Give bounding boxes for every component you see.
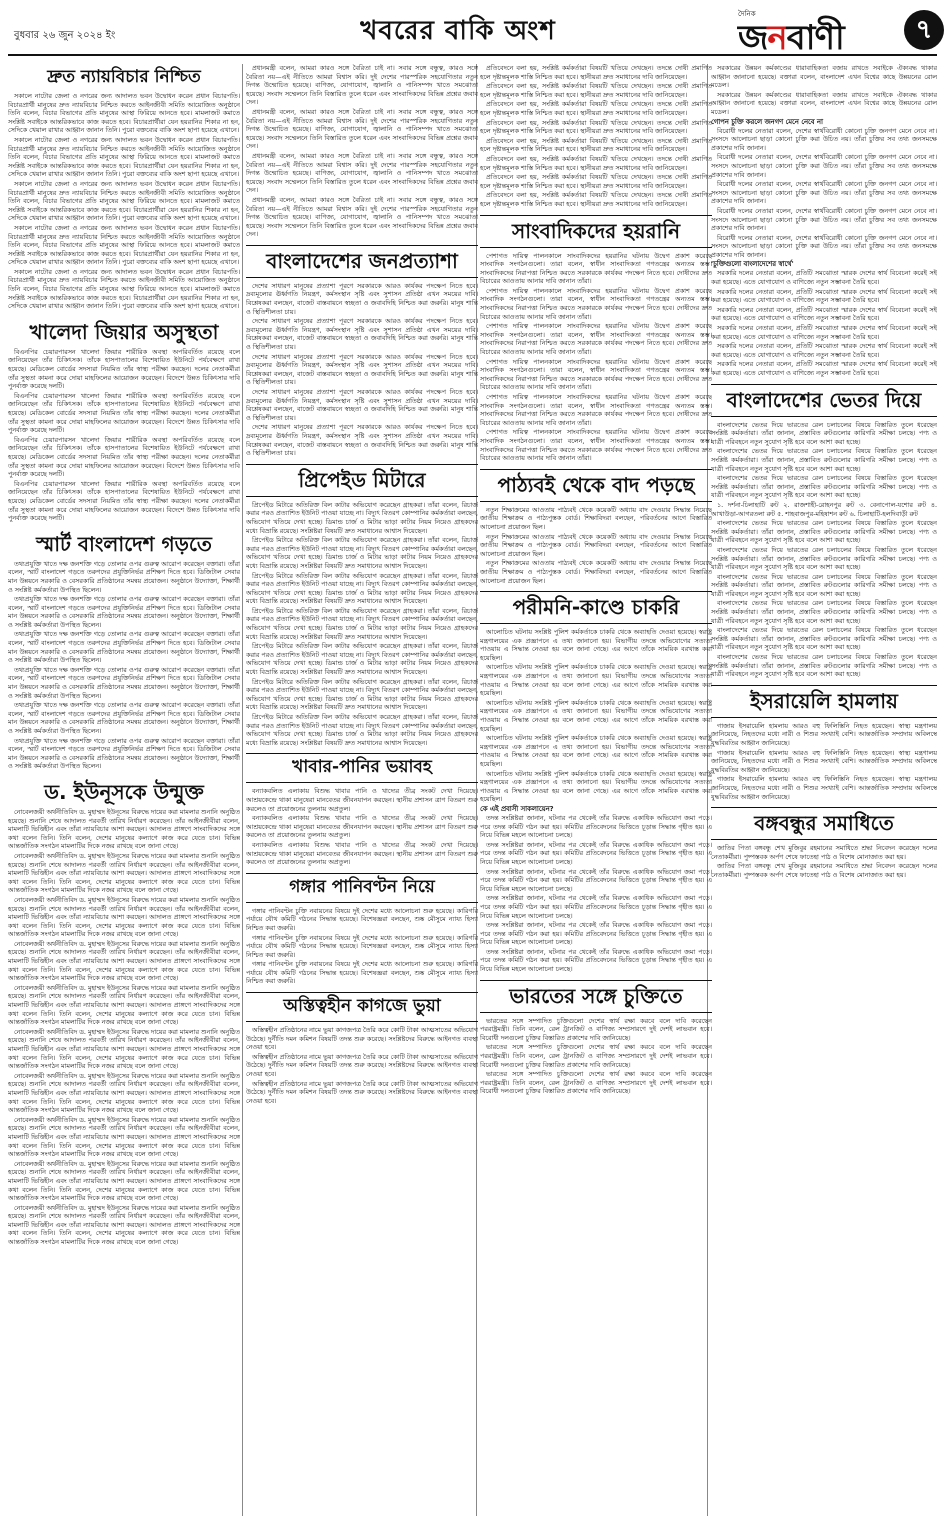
article-subhead: কে এই প্রবাসী সাকলায়েন? <box>480 804 554 813</box>
article-body: জাতির পিতা বঙ্গবন্ধু শেখ মুজিবুর রহমানের সমাধিতে শ্রদ্ধা নিবেদন করেছেন দলের নেতাকর্মীরা। পুষ্পস্তবক অর্পণ শেষে ফাতেহা পাঠ ও বিশেষ মোনাজাত করা হয়। জাতির পিতা বঙ্গবন্ধু শেখ মুজিবুর রহমানের সমাধিতে শ্রদ্ধা নিবেদন করেছেন দলের নেতাকর্মীরা। পুষ্পস্তবক অর্পণ শেষে ফাতেহা পাঠ ও বিশেষ মোনাজাত করা হয়। <box>711 844 937 879</box>
article-body: অস্তিত্বহীন প্রতিষ্ঠানের নামে ভুয়া কাগজপত্র তৈরি করে কোটি টাকা আত্মসাতের অভিযোগ উঠেছে। দুর্নীতি দমন কমিশন বিষয়টি তদন্ত শুরু করেছে। সংশ্লিষ্টদের বিরুদ্ধে আইনগত ব্যবস্থা নেওয়া হবে। অস্তিত্বহীন প্রতিষ্ঠানের নামে ভুয়া কাগজপত্র তৈরি করে কোটি টাকা আত্মসাতের অভিযোগ উঠেছে। দুর্নীতি দমন কমিশন বিষয়টি তদন্ত শুরু করেছে। সংশ্লিষ্টদের বিরুদ্ধে আইনগত ব্যবস্থা নেওয়া হবে। অস্তিত্বহীন প্রতিষ্ঠানের নামে ভুয়া কাগজপত্র তৈরি করে কোটি টাকা আত্মসাতের অভিযোগ উঠেছে। দুর্নীতি দমন কমিশন বিষয়টি তদন্ত শুরু করেছে। সংশ্লিষ্টদের বিরুদ্ধে আইনগত ব্যবস্থা নেওয়া হবে। <box>246 1026 478 1105</box>
article <box>480 64 712 209</box>
article <box>246 753 478 866</box>
article-headline: বাংলাদেশের জনপ্রত্যাশা <box>246 245 478 278</box>
article-body: পেশাগত দায়িত্ব পালনকালে সাংবাদিকদের হয়রানির ঘটনায় উদ্বেগ প্রকাশ করেছে সাংবাদিক সংগঠনগুলো। তারা বলেন, স্বাধীন সাংবাদিকতা গণতন্ত্রের অন্যতম স্তম্ভ। সাংবাদিকদের নিরাপত্তা নিশ্চিত করতে সরকারকে কার্যকর পদক্ষেপ নিতে হবে। দোষীদের দ্রুত বিচারের আওতায় আনার দাবি জানান তাঁরা। পেশাগত দায়িত্ব পালনকালে সাংবাদিকদের হয়রানির ঘটনায় উদ্বেগ প্রকাশ করেছে সাংবাদিক সংগঠনগুলো। তারা বলেন, স্বাধীন সাংবাদিকতা গণতন্ত্রের অন্যতম স্তম্ভ। সাংবাদিকদের নিরাপত্তা নিশ্চিত করতে সরকারকে কার্যকর পদক্ষেপ নিতে হবে। দোষীদের দ্রুত বিচারের আওতায় আনার দাবি জানান তাঁরা। পেশাগত দায়িত্ব পালনকালে সাংবাদিকদের হয়রানির ঘটনায় উদ্বেগ প্রকাশ করেছে সাংবাদিক সংগঠনগুলো। তারা বলেন, স্বাধীন সাংবাদিকতা গণতন্ত্রের অন্যতম স্তম্ভ। সাংবাদিকদের নিরাপত্তা নিশ্চিত করতে সরকারকে কার্যকর পদক্ষেপ নিতে হবে। দোষীদের দ্রুত বিচারের আওতায় আনার দাবি জানান তাঁরা। পেশাগত দায়িত্ব পালনকালে সাংবাদিকদের হয়রানির ঘটনায় উদ্বেগ প্রকাশ করেছে সাংবাদিক সংগঠনগুলো। তারা বলেন, স্বাধীন সাংবাদিকতা গণতন্ত্রের অন্যতম স্তম্ভ। সাংবাদিকদের নিরাপত্তা নিশ্চিত করতে সরকারকে কার্যকর পদক্ষেপ নিতে হবে। দোষীদের দ্রুত বিচারের আওতায় আনার দাবি জানান তাঁরা। পেশাগত দায়িত্ব পালনকালে সাংবাদিকদের হয়রানির ঘটনায় উদ্বেগ প্রকাশ করেছে সাংবাদিক সংগঠনগুলো। তারা বলেন, স্বাধীন সাংবাদিকতা গণতন্ত্রের অন্যতম স্তম্ভ। সাংবাদিকদের নিরাপত্তা নিশ্চিত করতে সরকারকে কার্যকর পদক্ষেপ নিতে হবে। দোষীদের দ্রুত বিচারের আওতায় আনার দাবি জানান তাঁরা। পেশাগত দায়িত্ব পালনকালে সাংবাদিকদের হয়রানির ঘটনায় উদ্বেগ প্রকাশ করেছে সাংবাদিক সংগঠনগুলো। তারা বলেন, স্বাধীন সাংবাদিকতা গণতন্ত্রের অন্যতম স্তম্ভ। সাংবাদিকদের নিরাপত্তা নিশ্চিত করতে সরকারকে কার্যকর পদক্ষেপ নিতে হবে। দোষীদের দ্রুত বিচারের আওতায় আনার দাবি জানান তাঁরা। <box>480 251 712 463</box>
route-list: ১. দর্শনা-চিলাহাটি রুট ২. রাজশাহী-রোহনপুর রুট ৩. বেনাপোল-যশোর রুট ৪. আখাউড়া-আগরতলা রুট ৫. শাহবাজপুর-মহিষাশন রুট ৬. চিলাহাটি-হলদিবাড়ী রুট <box>711 500 937 518</box>
article <box>480 215 712 463</box>
article-body: বিএনপির চেয়ারপারসন খালেদা জিয়ার শারীরিক অবস্থা অপরিবর্তিত রয়েছে বলে জানিয়েছেন তাঁর চিকিৎসক। তাঁকে হাসপাতালের বিশেষায়িত ইউনিটে পর্যবেক্ষণে রাখা হয়েছে। মেডিকেল বোর্ডের সদস্যরা নিয়মিত তাঁর স্বাস্থ্য পরীক্ষা করছেন। দলের নেতাকর্মীরা তাঁর সুস্থতা কামনা করে দোয়া মাহফিলের আয়োজন করেছেন। বিদেশে উন্নত চিকিৎসার দাবি পুনর্ব্যক্ত করেছে দলটি। বিএনপির চেয়ারপারসন খালেদা জিয়ার শারীরিক অবস্থা অপরিবর্তিত রয়েছে বলে জানিয়েছেন তাঁর চিকিৎসক। তাঁকে হাসপাতালের বিশেষায়িত ইউনিটে পর্যবেক্ষণে রাখা হয়েছে। মেডিকেল বোর্ডের সদস্যরা নিয়মিত তাঁর স্বাস্থ্য পরীক্ষা করছেন। দলের নেতাকর্মীরা তাঁর সুস্থতা কামনা করে দোয়া মাহফিলের আয়োজন করেছেন। বিদেশে উন্নত চিকিৎসার দাবি পুনর্ব্যক্ত করেছে দলটি। বিএনপির চেয়ারপারসন খালেদা জিয়ার শারীরিক অবস্থা অপরিবর্তিত রয়েছে বলে জানিয়েছেন তাঁর চিকিৎসক। তাঁকে হাসপাতালের বিশেষায়িত ইউনিটে পর্যবেক্ষণে রাখা হয়েছে। মেডিকেল বোর্ডের সদস্যরা নিয়মিত তাঁর স্বাস্থ্য পরীক্ষা করছেন। দলের নেতাকর্মীরা তাঁর সুস্থতা কামনা করে দোয়া মাহফিলের আয়োজন করেছেন। বিদেশে উন্নত চিকিৎসার দাবি পুনর্ব্যক্ত করেছে দলটি। বিএনপির চেয়ারপারসন খালেদা জিয়ার শারীরিক অবস্থা অপরিবর্তিত রয়েছে বলে জানিয়েছেন তাঁর চিকিৎসক। তাঁকে হাসপাতালের বিশেষায়িত ইউনিটে পর্যবেক্ষণে রাখা হয়েছে। মেডিকেল বোর্ডের সদস্যরা নিয়মিত তাঁর স্বাস্থ্য পরীক্ষা করছেন। দলের নেতাকর্মীরা তাঁর সুস্থতা কামনা করে দোয়া মাহফিলের আয়োজন করেছেন। বিদেশে উন্নত চিকিৎসার দাবি পুনর্ব্যক্ত করেছে দলটি। <box>8 347 240 523</box>
article-body: প্রধানমন্ত্রী বলেন, আমরা কারও সঙ্গে বৈরিতা চাই না। সবার সঙ্গে বন্ধুত্ব, কারও সঙ্গে বৈরিতা নয়—এই নীতিতে আমরা বিশ্বাস করি। দুই দেশের পারস্পরিক সহযোগিতার নতুন দিগন্ত উন্মোচিত হয়েছে। বাণিজ্য, যোগাযোগ, জ্বালানি ও পানিসম্পদ খাতে সমঝোতা হয়েছে। সংবাদ সম্মেলনে তিনি বিস্তারিত তুলে ধরেন এবং সাংবাদিকদের বিভিন্ন প্রশ্নের জবাব দেন। প্রধানমন্ত্রী বলেন, আমরা কারও সঙ্গে বৈরিতা চাই না। সবার সঙ্গে বন্ধুত্ব, কারও সঙ্গে বৈরিতা নয়—এই নীতিতে আমরা বিশ্বাস করি। দুই দেশের পারস্পরিক সহযোগিতার নতুন দিগন্ত উন্মোচিত হয়েছে। বাণিজ্য, যোগাযোগ, জ্বালানি ও পানিসম্পদ খাতে সমঝোতা হয়েছে। সংবাদ সম্মেলনে তিনি বিস্তারিত তুলে ধরেন এবং সাংবাদিকদের বিভিন্ন প্রশ্নের জবাব দেন। প্রধানমন্ত্রী বলেন, আমরা কারও সঙ্গে বৈরিতা চাই না। সবার সঙ্গে বন্ধুত্ব, কারও সঙ্গে বৈরিতা নয়—এই নীতিতে আমরা বিশ্বাস করি। দুই দেশের পারস্পরিক সহযোগিতার নতুন দিগন্ত উন্মোচিত হয়েছে। বাণিজ্য, যোগাযোগ, জ্বালানি ও পানিসম্পদ খাতে সমঝোতা হয়েছে। সংবাদ সম্মেলনে তিনি বিস্তারিত তুলে ধরেন এবং সাংবাদিকদের বিভিন্ন প্রশ্নের জবাব দেন। প্রধানমন্ত্রী বলেন, আমরা কারও সঙ্গে বৈরিতা চাই না। সবার সঙ্গে বন্ধুত্ব, কারও সঙ্গে বৈরিতা নয়—এই নীতিতে আমরা বিশ্বাস করি। দুই দেশের পারস্পরিক সহযোগিতার নতুন দিগন্ত উন্মোচিত হয়েছে। বাণিজ্য, যোগাযোগ, জ্বালানি ও পানিসম্পদ খাতে সমঝোতা হয়েছে। সংবাদ সম্মেলনে তিনি বিস্তারিত তুলে ধরেন এবং সাংবাদিকদের বিভিন্ন প্রশ্নের জবাব দেন। <box>246 64 478 239</box>
article <box>246 64 478 239</box>
article-headline: দ্রুত ন্যায়বিচার নিশ্চিত <box>47 67 201 87</box>
article-subhead: 'চুক্তিগুলো বাংলাদেশের স্বার্থে' <box>711 260 794 269</box>
column-divider <box>242 64 243 1516</box>
article-body: বাংলাদেশের ভেতর দিয়ে ভারতের রেল চলাচলের বিষয়ে বিস্তারিত তুলে ধরেছেন সংশ্লিষ্ট কর্মকর্তারা। তাঁরা জানান, প্রস্তাবিত রুটগুলোর কারিগরি সমীক্ষা চলছে। পণ্য ও যাত্রী পরিবহনে নতুন সুযোগ সৃষ্টি হবে বলে আশা করা হচ্ছে। বাংলাদেশের ভেতর দিয়ে ভারতের রেল চলাচলের বিষয়ে বিস্তারিত তুলে ধরেছেন সংশ্লিষ্ট কর্মকর্তারা। তাঁরা জানান, প্রস্তাবিত রুটগুলোর কারিগরি সমীক্ষা চলছে। পণ্য ও যাত্রী পরিবহনে নতুন সুযোগ সৃষ্টি হবে বলে আশা করা হচ্ছে। বাংলাদেশের ভেতর দিয়ে ভারতের রেল চলাচলের বিষয়ে বিস্তারিত তুলে ধরেছেন সংশ্লিষ্ট কর্মকর্তারা। তাঁরা জানান, প্রস্তাবিত রুটগুলোর কারিগরি সমীক্ষা চলছে। পণ্য ও যাত্রী পরিবহনে নতুন সুযোগ সৃষ্টি হবে বলে আশা করা হচ্ছে। ১. দর্শনা-চিলাহাটি রুট ২. রাজশাহী-রোহনপুর রুট ৩. বেনাপোল-যশোর রুট ৪. আখাউড়া-আগরতলা রুট ৫. শাহবাজপুর-মহিষাশন রুট ৬. চিলাহাটি-হলদিবাড়ী রুট বাংলাদেশের ভেতর দিয়ে ভারতের রেল চলাচলের বিষয়ে বিস্তারিত তুলে ধরেছেন সংশ্লিষ্ট কর্মকর্তারা। তাঁরা জানান, প্রস্তাবিত রুটগুলোর কারিগরি সমীক্ষা চলছে। পণ্য ও যাত্রী পরিবহনে নতুন সুযোগ সৃষ্টি হবে বলে আশা করা হচ্ছে। বাংলাদেশের ভেতর দিয়ে ভারতের রেল চলাচলের বিষয়ে বিস্তারিত তুলে ধরেছেন সংশ্লিষ্ট কর্মকর্তারা। তাঁরা জানান, প্রস্তাবিত রুটগুলোর কারিগরি সমীক্ষা চলছে। পণ্য ও যাত্রী পরিবহনে নতুন সুযোগ সৃষ্টি হবে বলে আশা করা হচ্ছে। বাংলাদেশের ভেতর দিয়ে ভারতের রেল চলাচলের বিষয়ে বিস্তারিত তুলে ধরেছেন সংশ্লিষ্ট কর্মকর্তারা। তাঁরা জানান, প্রস্তাবিত রুটগুলোর কারিগরি সমীক্ষা চলছে। পণ্য ও যাত্রী পরিবহনে নতুন সুযোগ সৃষ্টি হবে বলে আশা করা হচ্ছে। বাংলাদেশের ভেতর দিয়ে ভারতের রেল চলাচলের বিষয়ে বিস্তারিত তুলে ধরেছেন সংশ্লিষ্ট কর্মকর্তারা। তাঁরা জানান, প্রস্তাবিত রুটগুলোর কারিগরি সমীক্ষা চলছে। পণ্য ও যাত্রী পরিবহনে নতুন সুযোগ সৃষ্টি হবে বলে আশা করা হচ্ছে। বাংলাদেশের ভেতর দিয়ে ভারতের রেল চলাচলের বিষয়ে বিস্তারিত তুলে ধরেছেন সংশ্লিষ্ট কর্মকর্তারা। তাঁরা জানান, প্রস্তাবিত রুটগুলোর কারিগরি সমীক্ষা চলছে। পণ্য ও যাত্রী পরিবহনে নতুন সুযোগ সৃষ্টি হবে বলে আশা করা হচ্ছে। বাংলাদেশের ভেতর দিয়ে ভারতের রেল চলাচলের বিষয়ে বিস্তারিত তুলে ধরেছেন সংশ্লিষ্ট কর্মকর্তারা। তাঁরা জানান, প্রস্তাবিত রুটগুলোর কারিগরি সমীক্ষা চলছে। পণ্য ও যাত্রী পরিবহনে নতুন সুযোগ সৃষ্টি হবে বলে আশা করা হচ্ছে। <box>711 420 937 679</box>
article-headline: খালেদা জিয়ার অসুস্থতা <box>29 319 219 344</box>
article-body: নোবেলজয়ী অর্থনীতিবিদ ড. মুহাম্মদ ইউনূসের বিরুদ্ধে দায়ের করা মামলার শুনানি অনুষ্ঠিত হয়েছে। শুনানি শেষে আদালত পরবর্তী তারিখ নির্ধারণ করেছেন। তাঁর আইনজীবীরা বলেন, মামলাটি ভিত্তিহীন এবং তাঁরা ন্যায়বিচার আশা করছেন। আদালত প্রাঙ্গণে সাংবাদিকদের সঙ্গে কথা বলেন তিনি। তিনি বলেন, দেশের মানুষের কল্যাণে কাজ করে যেতে চান। বিভিন্ন আন্তর্জাতিক সংগঠন মামলাটির দিকে নজর রাখছে বলে জানা গেছে। নোবেলজয়ী অর্থনীতিবিদ ড. মুহাম্মদ ইউনূসের বিরুদ্ধে দায়ের করা মামলার শুনানি অনুষ্ঠিত হয়েছে। শুনানি শেষে আদালত পরবর্তী তারিখ নির্ধারণ করেছেন। তাঁর আইনজীবীরা বলেন, মামলাটি ভিত্তিহীন এবং তাঁরা ন্যায়বিচার আশা করছেন। আদালত প্রাঙ্গণে সাংবাদিকদের সঙ্গে কথা বলেন তিনি। তিনি বলেন, দেশের মানুষের কল্যাণে কাজ করে যেতে চান। বিভিন্ন আন্তর্জাতিক সংগঠন মামলাটির দিকে নজর রাখছে বলে জানা গেছে। নোবেলজয়ী অর্থনীতিবিদ ড. মুহাম্মদ ইউনূসের বিরুদ্ধে দায়ের করা মামলার শুনানি অনুষ্ঠিত হয়েছে। শুনানি শেষে আদালত পরবর্তী তারিখ নির্ধারণ করেছেন। তাঁর আইনজীবীরা বলেন, মামলাটি ভিত্তিহীন এবং তাঁরা ন্যায়বিচার আশা করছেন। আদালত প্রাঙ্গণে সাংবাদিকদের সঙ্গে কথা বলেন তিনি। তিনি বলেন, দেশের মানুষের কল্যাণে কাজ করে যেতে চান। বিভিন্ন আন্তর্জাতিক সংগঠন মামলাটির দিকে নজর রাখছে বলে জানা গেছে। নোবেলজয়ী অর্থনীতিবিদ ড. মুহাম্মদ ইউনূসের বিরুদ্ধে দায়ের করা মামলার শুনানি অনুষ্ঠিত হয়েছে। শুনানি শেষে আদালত পরবর্তী তারিখ নির্ধারণ করেছেন। তাঁর আইনজীবীরা বলেন, মামলাটি ভিত্তিহীন এবং তাঁরা ন্যায়বিচার আশা করছেন। আদালত প্রাঙ্গণে সাংবাদিকদের সঙ্গে কথা বলেন তিনি। তিনি বলেন, দেশের মানুষের কল্যাণে কাজ করে যেতে চান। বিভিন্ন আন্তর্জাতিক সংগঠন মামলাটির দিকে নজর রাখছে বলে জানা গেছে। নোবেলজয়ী অর্থনীতিবিদ ড. মুহাম্মদ ইউনূসের বিরুদ্ধে দায়ের করা মামলার শুনানি অনুষ্ঠিত হয়েছে। শুনানি শেষে আদালত পরবর্তী তারিখ নির্ধারণ করেছেন। তাঁর আইনজীবীরা বলেন, মামলাটি ভিত্তিহীন এবং তাঁরা ন্যায়বিচার আশা করছেন। আদালত প্রাঙ্গণে সাংবাদিকদের সঙ্গে কথা বলেন তিনি। তিনি বলেন, দেশের মানুষের কল্যাণে কাজ করে যেতে চান। বিভিন্ন আন্তর্জাতিক সংগঠন মামলাটির দিকে নজর রাখছে বলে জানা গেছে। নোবেলজয়ী অর্থনীতিবিদ ড. মুহাম্মদ ইউনূসের বিরুদ্ধে দায়ের করা মামলার শুনানি অনুষ্ঠিত হয়েছে। শুনানি শেষে আদালত পরবর্তী তারিখ নির্ধারণ করেছেন। তাঁর আইনজীবীরা বলেন, মামলাটি ভিত্তিহীন এবং তাঁরা ন্যায়বিচার আশা করছেন। আদালত প্রাঙ্গণে সাংবাদিকদের সঙ্গে কথা বলেন তিনি। তিনি বলেন, দেশের মানুষের কল্যাণে কাজ করে যেতে চান। বিভিন্ন আন্তর্জাতিক সংগঠন মামলাটির দিকে নজর রাখছে বলে জানা গেছে। নোবেলজয়ী অর্থনীতিবিদ ড. মুহাম্মদ ইউনূসের বিরুদ্ধে দায়ের করা মামলার শুনানি অনুষ্ঠিত হয়েছে। শুনানি শেষে আদালত পরবর্তী তারিখ নির্ধারণ করেছেন। তাঁর আইনজীবীরা বলেন, মামলাটি ভিত্তিহীন এবং তাঁরা ন্যায়বিচার আশা করছেন। আদালত প্রাঙ্গণে সাংবাদিকদের সঙ্গে কথা বলেন তিনি। তিনি বলেন, দেশের মানুষের কল্যাণে কাজ করে যেতে চান। বিভিন্ন আন্তর্জাতিক সংগঠন মামলাটির দিকে নজর রাখছে বলে জানা গেছে। নোবেলজয়ী অর্থনীতিবিদ ড. মুহাম্মদ ইউনূসের বিরুদ্ধে দায়ের করা মামলার শুনানি অনুষ্ঠিত হয়েছে। শুনানি শেষে আদালত পরবর্তী তারিখ নির্ধারণ করেছেন। তাঁর আইনজীবীরা বলেন, মামলাটি ভিত্তিহীন এবং তাঁরা ন্যায়বিচার আশা করছেন। আদালত প্রাঙ্গণে সাংবাদিকদের সঙ্গে কথা বলেন তিনি। তিনি বলেন, দেশের মানুষের কল্যাণে কাজ করে যেতে চান। বিভিন্ন আন্তর্জাতিক সংগঠন মামলাটির দিকে নজর রাখছে বলে জানা গেছে। নোবেলজয়ী অর্থনীতিবিদ ড. মুহাম্মদ ইউনূসের বিরুদ্ধে দায়ের করা মামলার শুনানি অনুষ্ঠিত হয়েছে। শুনানি শেষে আদালত পরবর্তী তারিখ নির্ধারণ করেছেন। তাঁর আইনজীবীরা বলেন, মামলাটি ভিত্তিহীন এবং তাঁরা ন্যায়বিচার আশা করছেন। আদালত প্রাঙ্গণে সাংবাদিকদের সঙ্গে কথা বলেন তিনি। তিনি বলেন, দেশের মানুষের কল্যাণে কাজ করে যেতে চান। বিভিন্ন আন্তর্জাতিক সংগঠন মামলাটির দিকে নজর রাখছে বলে জানা গেছে। নোবেলজয়ী অর্থনীতিবিদ ড. মুহাম্মদ ইউনূসের বিরুদ্ধে দায়ের করা মামলার শুনানি অনুষ্ঠিত হয়েছে। শুনানি শেষে আদালত পরবর্তী তারিখ নির্ধারণ করেছেন। তাঁর আইনজীবীরা বলেন, মামলাটি ভিত্তিহীন এবং তাঁরা ন্যায়বিচার আশা করছেন। আদালত প্রাঙ্গণে সাংবাদিকদের সঙ্গে কথা বলেন তিনি। তিনি বলেন, দেশের মানুষের কল্যাণে কাজ করে যেতে চান। বিভিন্ন আন্তর্জাতিক সংগঠন মামলাটির দিকে নজর রাখছে বলে জানা গেছে। <box>8 807 240 1247</box>
article-headline: ভারতের সঙ্গে চুক্তিতে <box>480 980 712 1013</box>
article-headline: অস্তিত্বহীন কাগজে ভুয়া <box>246 992 478 1022</box>
article <box>8 529 240 771</box>
article <box>711 807 937 879</box>
column-4 <box>711 64 937 1516</box>
article <box>480 980 712 1096</box>
article <box>8 317 240 523</box>
article <box>480 469 712 585</box>
article-body: সরকারের উন্নয়ন কর্মকাণ্ডের ধারাবাহিকতা বজায় রাখতে সবাইকে ঐক্যবদ্ধ থাকার আহ্বান জানানো হয়েছে। বক্তারা বলেন, বাংলাদেশ এখন বিশ্বের কাছে উন্নয়নের রোল মডেল। সরকারের উন্নয়ন কর্মকাণ্ডের ধারাবাহিকতা বজায় রাখতে সবাইকে ঐক্যবদ্ধ থাকার আহ্বান জানানো হয়েছে। বক্তারা বলেন, বাংলাদেশ এখন বিশ্বের কাছে উন্নয়নের রোল মডেল। গোপন চুক্তি করলে জনগণ মেনে নেবে না বিরোধী দলের নেতারা বলেন, দেশের স্বার্থবিরোধী কোনো চুক্তি জনগণ মেনে নেবে না। সংসদে আলোচনা ছাড়া কোনো চুক্তি করা উচিত নয়। তাঁরা চুক্তির সব তথ্য জনসমক্ষে প্রকাশের দাবি জানান। বিরোধী দলের নেতারা বলেন, দেশের স্বার্থবিরোধী কোনো চুক্তি জনগণ মেনে নেবে না। সংসদে আলোচনা ছাড়া কোনো চুক্তি করা উচিত নয়। তাঁরা চুক্তির সব তথ্য জনসমক্ষে প্রকাশের দাবি জানান। বিরোধী দলের নেতারা বলেন, দেশের স্বার্থবিরোধী কোনো চুক্তি জনগণ মেনে নেবে না। সংসদে আলোচনা ছাড়া কোনো চুক্তি করা উচিত নয়। তাঁরা চুক্তির সব তথ্য জনসমক্ষে প্রকাশের দাবি জানান। বিরোধী দলের নেতারা বলেন, দেশের স্বার্থবিরোধী কোনো চুক্তি জনগণ মেনে নেবে না। সংসদে আলোচনা ছাড়া কোনো চুক্তি করা উচিত নয়। তাঁরা চুক্তির সব তথ্য জনসমক্ষে প্রকাশের দাবি জানান। বিরোধী দলের নেতারা বলেন, দেশের স্বার্থবিরোধী কোনো চুক্তি জনগণ মেনে নেবে না। সংসদে আলোচনা ছাড়া কোনো চুক্তি করা উচিত নয়। তাঁরা চুক্তির সব তথ্য জনসমক্ষে প্রকাশের দাবি জানান। 'চুক্তিগুলো বাংলাদেশের স্বার্থে' সরকারি দলের নেতারা বলেন, প্রতিটি সমঝোতা স্মারক দেশের স্বার্থ বিবেচনা করেই সই করা হয়েছে। এতে যোগাযোগ ও বাণিজ্যে নতুন সম্ভাবনা তৈরি হবে। সরকারি দলের নেতারা বলেন, প্রতিটি সমঝোতা স্মারক দেশের স্বার্থ বিবেচনা করেই সই করা হয়েছে। এতে যোগাযোগ ও বাণিজ্যে নতুন সম্ভাবনা তৈরি হবে। সরকারি দলের নেতারা বলেন, প্রতিটি সমঝোতা স্মারক দেশের স্বার্থ বিবেচনা করেই সই করা হয়েছে। এতে যোগাযোগ ও বাণিজ্যে নতুন সম্ভাবনা তৈরি হবে। সরকারি দলের নেতারা বলেন, প্রতিটি সমঝোতা স্মারক দেশের স্বার্থ বিবেচনা করেই সই করা হয়েছে। এতে যোগাযোগ ও বাণিজ্যে নতুন সম্ভাবনা তৈরি হবে। সরকারি দলের নেতারা বলেন, প্রতিটি সমঝোতা স্মারক দেশের স্বার্থ বিবেচনা করেই সই করা হয়েছে। এতে যোগাযোগ ও বাণিজ্যে নতুন সম্ভাবনা তৈরি হবে। সরকারি দলের নেতারা বলেন, প্রতিটি সমঝোতা স্মারক দেশের স্বার্থ বিবেচনা করেই সই করা হয়েছে। এতে যোগাযোগ ও বাণিজ্যে নতুন সম্ভাবনা তৈরি হবে। <box>711 64 937 377</box>
page-number-badge: ৭ <box>904 10 944 50</box>
article <box>711 384 937 679</box>
article-body: নতুন শিক্ষাক্রমের আওতায় পাঠ্যবই থেকে কয়েকটি অধ্যায় বাদ দেওয়ার সিদ্ধান্ত নিয়েছে জাতীয় শিক্ষাক্রম ও পাঠ্যপুস্তক বোর্ড। শিক্ষাবিদরা বলছেন, পরিবর্তনের আগে বিস্তারিত আলোচনা প্রয়োজন ছিল। নতুন শিক্ষাক্রমের আওতায় পাঠ্যবই থেকে কয়েকটি অধ্যায় বাদ দেওয়ার সিদ্ধান্ত নিয়েছে জাতীয় শিক্ষাক্রম ও পাঠ্যপুস্তক বোর্ড। শিক্ষাবিদরা বলছেন, পরিবর্তনের আগে বিস্তারিত আলোচনা প্রয়োজন ছিল। নতুন শিক্ষাক্রমের আওতায় পাঠ্যবই থেকে কয়েকটি অধ্যায় বাদ দেওয়ার সিদ্ধান্ত নিয়েছে জাতীয় শিক্ষাক্রম ও পাঠ্যপুস্তক বোর্ড। শিক্ষাবিদরা বলছেন, পরিবর্তনের আগে বিস্তারিত আলোচনা প্রয়োজন ছিল। <box>480 505 712 585</box>
article-body: বন্যাকবলিত এলাকায় বিশুদ্ধ খাবার পানি ও খাদ্যের তীব্র সংকট দেখা দিয়েছে। আশ্রয়কেন্দ্রে থাকা মানুষেরা মানবেতর জীবনযাপন করছেন। স্থানীয় প্রশাসন ত্রাণ বিতরণ শুরু করলেও তা প্রয়োজনের তুলনায় অপ্রতুল। বন্যাকবলিত এলাকায় বিশুদ্ধ খাবার পানি ও খাদ্যের তীব্র সংকট দেখা দিয়েছে। আশ্রয়কেন্দ্রে থাকা মানুষেরা মানবেতর জীবনযাপন করছেন। স্থানীয় প্রশাসন ত্রাণ বিতরণ শুরু করলেও তা প্রয়োজনের তুলনায় অপ্রতুল। বন্যাকবলিত এলাকায় বিশুদ্ধ খাবার পানি ও খাদ্যের তীব্র সংকট দেখা দিয়েছে। আশ্রয়কেন্দ্রে থাকা মানুষেরা মানবেতর জীবনযাপন করছেন। স্থানীয় প্রশাসন ত্রাণ বিতরণ শুরু করলেও তা প্রয়োজনের তুলনায় অপ্রতুল। <box>246 787 478 867</box>
column-2 <box>246 64 478 1516</box>
article-body: প্রিপেইড মিটারে অতিরিক্ত বিল কাটার অভিযোগ করেছেন গ্রাহকরা। তাঁরা বলেন, রিচার্জ করার পরও প্রত্যাশিত ইউনিট পাওয়া যাচ্ছে না। বিদ্যুৎ বিতরণ কোম্পানির কর্মকর্তারা বলছেন, অভিযোগ খতিয়ে দেখা হচ্ছে। ডিমান্ড চার্জ ও মিটার ভাড়া কাটার নিয়ম নিয়েও গ্রাহকদের মধ্যে বিভ্রান্তি রয়েছে। সংশ্লিষ্টরা বিষয়টি দ্রুত সমাধানের আশ্বাস দিয়েছেন। প্রিপেইড মিটারে অতিরিক্ত বিল কাটার অভিযোগ করেছেন গ্রাহকরা। তাঁরা বলেন, রিচার্জ করার পরও প্রত্যাশিত ইউনিট পাওয়া যাচ্ছে না। বিদ্যুৎ বিতরণ কোম্পানির কর্মকর্তারা বলছেন, অভিযোগ খতিয়ে দেখা হচ্ছে। ডিমান্ড চার্জ ও মিটার ভাড়া কাটার নিয়ম নিয়েও গ্রাহকদের মধ্যে বিভ্রান্তি রয়েছে। সংশ্লিষ্টরা বিষয়টি দ্রুত সমাধানের আশ্বাস দিয়েছেন। প্রিপেইড মিটারে অতিরিক্ত বিল কাটার অভিযোগ করেছেন গ্রাহকরা। তাঁরা বলেন, রিচার্জ করার পরও প্রত্যাশিত ইউনিট পাওয়া যাচ্ছে না। বিদ্যুৎ বিতরণ কোম্পানির কর্মকর্তারা বলছেন, অভিযোগ খতিয়ে দেখা হচ্ছে। ডিমান্ড চার্জ ও মিটার ভাড়া কাটার নিয়ম নিয়েও গ্রাহকদের মধ্যে বিভ্রান্তি রয়েছে। সংশ্লিষ্টরা বিষয়টি দ্রুত সমাধানের আশ্বাস দিয়েছেন। প্রিপেইড মিটারে অতিরিক্ত বিল কাটার অভিযোগ করেছেন গ্রাহকরা। তাঁরা বলেন, রিচার্জ করার পরও প্রত্যাশিত ইউনিট পাওয়া যাচ্ছে না। বিদ্যুৎ বিতরণ কোম্পানির কর্মকর্তারা বলছেন, অভিযোগ খতিয়ে দেখা হচ্ছে। ডিমান্ড চার্জ ও মিটার ভাড়া কাটার নিয়ম নিয়েও গ্রাহকদের মধ্যে বিভ্রান্তি রয়েছে। সংশ্লিষ্টরা বিষয়টি দ্রুত সমাধানের আশ্বাস দিয়েছেন। প্রিপেইড মিটারে অতিরিক্ত বিল কাটার অভিযোগ করেছেন গ্রাহকরা। তাঁরা বলেন, রিচার্জ করার পরও প্রত্যাশিত ইউনিট পাওয়া যাচ্ছে না। বিদ্যুৎ বিতরণ কোম্পানির কর্মকর্তারা বলছেন, অভিযোগ খতিয়ে দেখা হচ্ছে। ডিমান্ড চার্জ ও মিটার ভাড়া কাটার নিয়ম নিয়েও গ্রাহকদের মধ্যে বিভ্রান্তি রয়েছে। সংশ্লিষ্টরা বিষয়টি দ্রুত সমাধানের আশ্বাস দিয়েছেন। প্রিপেইড মিটারে অতিরিক্ত বিল কাটার অভিযোগ করেছেন গ্রাহকরা। তাঁরা বলেন, রিচার্জ করার পরও প্রত্যাশিত ইউনিট পাওয়া যাচ্ছে না। বিদ্যুৎ বিতরণ কোম্পানির কর্মকর্তারা বলছেন, অভিযোগ খতিয়ে দেখা হচ্ছে। ডিমান্ড চার্জ ও মিটার ভাড়া কাটার নিয়ম নিয়েও গ্রাহকদের মধ্যে বিভ্রান্তি রয়েছে। সংশ্লিষ্টরা বিষয়টি দ্রুত সমাধানের আশ্বাস দিয়েছেন। প্রিপেইড মিটারে অতিরিক্ত বিল কাটার অভিযোগ করেছেন গ্রাহকরা। তাঁরা বলেন, রিচার্জ করার পরও প্রত্যাশিত ইউনিট পাওয়া যাচ্ছে না। বিদ্যুৎ বিতরণ কোম্পানির কর্মকর্তারা বলছেন, অভিযোগ খতিয়ে দেখা হচ্ছে। ডিমান্ড চার্জ ও মিটার ভাড়া কাটার নিয়ম নিয়েও গ্রাহকদের মধ্যে বিভ্রান্তি রয়েছে। সংশ্লিষ্টরা বিষয়টি দ্রুত সমাধানের আশ্বাস দিয়েছেন। <box>246 500 478 747</box>
column-3 <box>480 64 712 1516</box>
article-body: সকালে নাটোর জেলা ও নগরের জন্য আদালত ভবন উদ্বোধন করেন প্রধান বিচারপতি। বিচারপ্রার্থী মানুষের দ্রুত ন্যায়বিচার নিশ্চিত করতে আইনজীবী সমিতি আয়োজিত অনুষ্ঠানে তিনি বলেন, বিচার বিভাগের প্রতি মানুষের আস্থা ফিরিয়ে আনতে হবে। মামলাজট কমাতে সংশ্লিষ্ট সবাইকে আন্তরিকভাবে কাজ করতে হবে। বিচারপ্রার্থীরা যেন হয়রানির শিকার না হন, সেদিকে খেয়াল রাখার আহ্বান জানান তিনি। পুরো বক্তব্যের বাকি অংশ ছাপা হয়েছে এখানে। সকালে নাটোর জেলা ও নগরের জন্য আদালত ভবন উদ্বোধন করেন প্রধান বিচারপতি। বিচারপ্রার্থী মানুষের দ্রুত ন্যায়বিচার নিশ্চিত করতে আইনজীবী সমিতি আয়োজিত অনুষ্ঠানে তিনি বলেন, বিচার বিভাগের প্রতি মানুষের আস্থা ফিরিয়ে আনতে হবে। মামলাজট কমাতে সংশ্লিষ্ট সবাইকে আন্তরিকভাবে কাজ করতে হবে। বিচারপ্রার্থীরা যেন হয়রানির শিকার না হন, সেদিকে খেয়াল রাখার আহ্বান জানান তিনি। পুরো বক্তব্যের বাকি অংশ ছাপা হয়েছে এখানে। সকালে নাটোর জেলা ও নগরের জন্য আদালত ভবন উদ্বোধন করেন প্রধান বিচারপতি। বিচারপ্রার্থী মানুষের দ্রুত ন্যায়বিচার নিশ্চিত করতে আইনজীবী সমিতি আয়োজিত অনুষ্ঠানে তিনি বলেন, বিচার বিভাগের প্রতি মানুষের আস্থা ফিরিয়ে আনতে হবে। মামলাজট কমাতে সংশ্লিষ্ট সবাইকে আন্তরিকভাবে কাজ করতে হবে। বিচারপ্রার্থীরা যেন হয়রানির শিকার না হন, সেদিকে খেয়াল রাখার আহ্বান জানান তিনি। পুরো বক্তব্যের বাকি অংশ ছাপা হয়েছে এখানে। সকালে নাটোর জেলা ও নগরের জন্য আদালত ভবন উদ্বোধন করেন প্রধান বিচারপতি। বিচারপ্রার্থী মানুষের দ্রুত ন্যায়বিচার নিশ্চিত করতে আইনজীবী সমিতি আয়োজিত অনুষ্ঠানে তিনি বলেন, বিচার বিভাগের প্রতি মানুষের আস্থা ফিরিয়ে আনতে হবে। মামলাজট কমাতে সংশ্লিষ্ট সবাইকে আন্তরিকভাবে কাজ করতে হবে। বিচারপ্রার্থীরা যেন হয়রানির শিকার না হন, সেদিকে খেয়াল রাখার আহ্বান জানান তিনি। পুরো বক্তব্যের বাকি অংশ ছাপা হয়েছে এখানে। সকালে নাটোর জেলা ও নগরের জন্য আদালত ভবন উদ্বোধন করেন প্রধান বিচারপতি। বিচারপ্রার্থী মানুষের দ্রুত ন্যায়বিচার নিশ্চিত করতে আইনজীবী সমিতি আয়োজিত অনুষ্ঠানে তিনি বলেন, বিচার বিভাগের প্রতি মানুষের আস্থা ফিরিয়ে আনতে হবে। মামলাজট কমাতে সংশ্লিষ্ট সবাইকে আন্তরিকভাবে কাজ করতে হবে। বিচারপ্রার্থীরা যেন হয়রানির শিকার না হন, সেদিকে খেয়াল রাখার আহ্বান জানান তিনি। পুরো বক্তব্যের বাকি অংশ ছাপা হয়েছে এখানে। <box>8 92 240 311</box>
article-body: ভারতের সঙ্গে সম্পাদিত চুক্তিগুলো দেশের স্বার্থ রক্ষা করবে বলে দাবি করেছেন পররাষ্ট্রমন্ত্রী। তিনি বলেন, রেল ট্রানজিট ও বাণিজ্য সম্প্রসারণে দুই দেশই লাভবান হবে। বিরোধী দলগুলো চুক্তির বিস্তারিত প্রকাশের দাবি জানিয়েছে। ভারতের সঙ্গে সম্পাদিত চুক্তিগুলো দেশের স্বার্থ রক্ষা করবে বলে দাবি করেছেন পররাষ্ট্রমন্ত্রী। তিনি বলেন, রেল ট্রানজিট ও বাণিজ্য সম্প্রসারণে দুই দেশই লাভবান হবে। বিরোধী দলগুলো চুক্তির বিস্তারিত প্রকাশের দাবি জানিয়েছে। ভারতের সঙ্গে সম্পাদিত চুক্তিগুলো দেশের স্বার্থ রক্ষা করবে বলে দাবি করেছেন পররাষ্ট্রমন্ত্রী। তিনি বলেন, রেল ট্রানজিট ও বাণিজ্য সম্প্রসারণে দুই দেশই লাভবান হবে। বিরোধী দলগুলো চুক্তির বিস্তারিত প্রকাশের দাবি জানিয়েছে। <box>480 1016 712 1096</box>
article-subhead: গোপন চুক্তি করলে জনগণ মেনে নেবে না <box>711 117 823 126</box>
article-headline: সাংবাদিকদের হয়রানি <box>480 215 712 248</box>
article <box>8 64 240 311</box>
article-headline: প্রিপেইড মিটারে <box>246 464 478 497</box>
article-headline: স্মার্ট বাংলাদেশ গড়তে <box>36 531 212 556</box>
article-headline: গঙ্গার পানিবণ্টন নিয়ে <box>246 873 478 903</box>
article-headline: খাবার-পানির ভয়াবহ <box>246 753 478 783</box>
article-body: গঙ্গার পানিবণ্টন চুক্তি নবায়নের বিষয়ে দুই দেশের মধ্যে আলোচনা শুরু হয়েছে। কারিগরি পর্যায়ে যৌথ কমিটি গঠনের সিদ্ধান্ত হয়েছে। বিশেষজ্ঞরা বলছেন, শুষ্ক মৌসুমে ন্যায্য হিস্যা নিশ্চিত করা জরুরি। গঙ্গার পানিবণ্টন চুক্তি নবায়নের বিষয়ে দুই দেশের মধ্যে আলোচনা শুরু হয়েছে। কারিগরি পর্যায়ে যৌথ কমিটি গঠনের সিদ্ধান্ত হয়েছে। বিশেষজ্ঞরা বলছেন, শুষ্ক মৌসুমে ন্যায্য হিস্যা নিশ্চিত করা জরুরি। গঙ্গার পানিবণ্টন চুক্তি নবায়নের বিষয়ে দুই দেশের মধ্যে আলোচনা শুরু হয়েছে। কারিগরি পর্যায়ে যৌথ কমিটি গঠনের সিদ্ধান্ত হয়েছে। বিশেষজ্ঞরা বলছেন, শুষ্ক মৌসুমে ন্যায্য হিস্যা নিশ্চিত করা জরুরি। <box>246 906 478 986</box>
publication-date: বুধবার ২৬ জুন ২০২৪ ইং <box>14 30 116 41</box>
page-header <box>8 6 937 56</box>
column-1 <box>8 64 240 1516</box>
article-body: গাজায় ইসরায়েলি হামলায় আরও বহু ফিলিস্তিনি নিহত হয়েছেন। স্বাস্থ্য মন্ত্রণালয় জানিয়েছে, নিহতদের মধ্যে নারী ও শিশুর সংখ্যাই বেশি। আন্তর্জাতিক সম্প্রদায় অবিলম্বে যুদ্ধবিরতির আহ্বান জানিয়েছে। গাজায় ইসরায়েলি হামলায় আরও বহু ফিলিস্তিনি নিহত হয়েছেন। স্বাস্থ্য মন্ত্রণালয় জানিয়েছে, নিহতদের মধ্যে নারী ও শিশুর সংখ্যাই বেশি। আন্তর্জাতিক সম্প্রদায় অবিলম্বে যুদ্ধবিরতির আহ্বান জানিয়েছে। গাজায় ইসরায়েলি হামলায় আরও বহু ফিলিস্তিনি নিহত হয়েছেন। স্বাস্থ্য মন্ত্রণালয় জানিয়েছে, নিহতদের মধ্যে নারী ও শিশুর সংখ্যাই বেশি। আন্তর্জাতিক সম্প্রদায় অবিলম্বে যুদ্ধবিরতির আহ্বান জানিয়েছে। <box>711 721 937 801</box>
article <box>246 245 478 458</box>
article <box>480 591 712 974</box>
article-headline: পাঠ্যবই থেকে বাদ পড়ছে <box>480 469 712 502</box>
article-body: তথ্যপ্রযুক্তি খাতে দক্ষ জনশক্তি গড়ে তোলার ওপর গুরুত্ব আরোপ করেছেন বক্তারা। তাঁরা বলেন, স্মার্ট বাংলাদেশ গড়তে তরুণদের প্রযুক্তিনির্ভর প্রশিক্ষণ দিতে হবে। ডিজিটাল সেবার মান উন্নয়নে সরকারি ও বেসরকারি প্রতিষ্ঠানের সমন্বয় প্রয়োজন। অনুষ্ঠানে উদ্যোক্তা, শিক্ষার্থী ও সংশ্লিষ্ট কর্মকর্তারা উপস্থিত ছিলেন। তথ্যপ্রযুক্তি খাতে দক্ষ জনশক্তি গড়ে তোলার ওপর গুরুত্ব আরোপ করেছেন বক্তারা। তাঁরা বলেন, স্মার্ট বাংলাদেশ গড়তে তরুণদের প্রযুক্তিনির্ভর প্রশিক্ষণ দিতে হবে। ডিজিটাল সেবার মান উন্নয়নে সরকারি ও বেসরকারি প্রতিষ্ঠানের সমন্বয় প্রয়োজন। অনুষ্ঠানে উদ্যোক্তা, শিক্ষার্থী ও সংশ্লিষ্ট কর্মকর্তারা উপস্থিত ছিলেন। তথ্যপ্রযুক্তি খাতে দক্ষ জনশক্তি গড়ে তোলার ওপর গুরুত্ব আরোপ করেছেন বক্তারা। তাঁরা বলেন, স্মার্ট বাংলাদেশ গড়তে তরুণদের প্রযুক্তিনির্ভর প্রশিক্ষণ দিতে হবে। ডিজিটাল সেবার মান উন্নয়নে সরকারি ও বেসরকারি প্রতিষ্ঠানের সমন্বয় প্রয়োজন। অনুষ্ঠানে উদ্যোক্তা, শিক্ষার্থী ও সংশ্লিষ্ট কর্মকর্তারা উপস্থিত ছিলেন। তথ্যপ্রযুক্তি খাতে দক্ষ জনশক্তি গড়ে তোলার ওপর গুরুত্ব আরোপ করেছেন বক্তারা। তাঁরা বলেন, স্মার্ট বাংলাদেশ গড়তে তরুণদের প্রযুক্তিনির্ভর প্রশিক্ষণ দিতে হবে। ডিজিটাল সেবার মান উন্নয়নে সরকারি ও বেসরকারি প্রতিষ্ঠানের সমন্বয় প্রয়োজন। অনুষ্ঠানে উদ্যোক্তা, শিক্ষার্থী ও সংশ্লিষ্ট কর্মকর্তারা উপস্থিত ছিলেন। তথ্যপ্রযুক্তি খাতে দক্ষ জনশক্তি গড়ে তোলার ওপর গুরুত্ব আরোপ করেছেন বক্তারা। তাঁরা বলেন, স্মার্ট বাংলাদেশ গড়তে তরুণদের প্রযুক্তিনির্ভর প্রশিক্ষণ দিতে হবে। ডিজিটাল সেবার মান উন্নয়নে সরকারি ও বেসরকারি প্রতিষ্ঠানের সমন্বয় প্রয়োজন। অনুষ্ঠানে উদ্যোক্তা, শিক্ষার্থী ও সংশ্লিষ্ট কর্মকর্তারা উপস্থিত ছিলেন। তথ্যপ্রযুক্তি খাতে দক্ষ জনশক্তি গড়ে তোলার ওপর গুরুত্ব আরোপ করেছেন বক্তারা। তাঁরা বলেন, স্মার্ট বাংলাদেশ গড়তে তরুণদের প্রযুক্তিনির্ভর প্রশিক্ষণ দিতে হবে। ডিজিটাল সেবার মান উন্নয়নে সরকারি ও বেসরকারি প্রতিষ্ঠানের সমন্বয় প্রয়োজন। অনুষ্ঠানে উদ্যোক্তা, শিক্ষার্থী ও সংশ্লিষ্ট কর্মকর্তারা উপস্থিত ছিলেন। <box>8 559 240 771</box>
article-headline: ইসরায়েলি হামলায় <box>711 685 937 718</box>
article-headline: বাংলাদেশের ভেতর দিয়ে <box>711 384 937 417</box>
section-title: খবরের বাকি অংশ <box>360 16 556 46</box>
article-headline: ড. ইউনূসকে উন্মুক্ত <box>44 779 204 804</box>
article <box>246 992 478 1105</box>
article-body: আলোচিত ঘটনায় সংশ্লিষ্ট পুলিশ কর্মকর্তাকে চাকরি থেকে অব্যাহতি দেওয়া হয়েছে। স্বরাষ্ট্র মন্ত্রণালয়ের এক প্রজ্ঞাপনে এ তথ্য জানানো হয়। বিভাগীয় তদন্তে অভিযোগের সত্যতা পাওয়ায় এ সিদ্ধান্ত নেওয়া হয় বলে জানা গেছে। এর আগে তাঁকে সাময়িক বরখাস্ত করা হয়েছিল। আলোচিত ঘটনায় সংশ্লিষ্ট পুলিশ কর্মকর্তাকে চাকরি থেকে অব্যাহতি দেওয়া হয়েছে। স্বরাষ্ট্র মন্ত্রণালয়ের এক প্রজ্ঞাপনে এ তথ্য জানানো হয়। বিভাগীয় তদন্তে অভিযোগের সত্যতা পাওয়ায় এ সিদ্ধান্ত নেওয়া হয় বলে জানা গেছে। এর আগে তাঁকে সাময়িক বরখাস্ত করা হয়েছিল। আলোচিত ঘটনায় সংশ্লিষ্ট পুলিশ কর্মকর্তাকে চাকরি থেকে অব্যাহতি দেওয়া হয়েছে। স্বরাষ্ট্র মন্ত্রণালয়ের এক প্রজ্ঞাপনে এ তথ্য জানানো হয়। বিভাগীয় তদন্তে অভিযোগের সত্যতা পাওয়ায় এ সিদ্ধান্ত নেওয়া হয় বলে জানা গেছে। এর আগে তাঁকে সাময়িক বরখাস্ত করা হয়েছিল। আলোচিত ঘটনায় সংশ্লিষ্ট পুলিশ কর্মকর্তাকে চাকরি থেকে অব্যাহতি দেওয়া হয়েছে। স্বরাষ্ট্র মন্ত্রণালয়ের এক প্রজ্ঞাপনে এ তথ্য জানানো হয়। বিভাগীয় তদন্তে অভিযোগের সত্যতা পাওয়ায় এ সিদ্ধান্ত নেওয়া হয় বলে জানা গেছে। এর আগে তাঁকে সাময়িক বরখাস্ত করা হয়েছিল। আলোচিত ঘটনায় সংশ্লিষ্ট পুলিশ কর্মকর্তাকে চাকরি থেকে অব্যাহতি দেওয়া হয়েছে। স্বরাষ্ট্র মন্ত্রণালয়ের এক প্রজ্ঞাপনে এ তথ্য জানানো হয়। বিভাগীয় তদন্তে অভিযোগের সত্যতা পাওয়ায় এ সিদ্ধান্ত নেওয়া হয় বলে জানা গেছে। এর আগে তাঁকে সাময়িক বরখাস্ত করা হয়েছিল। কে এই প্রবাসী সাকলায়েন? তদন্ত সংশ্লিষ্টরা জানান, ঘটনার পর থেকেই তাঁর বিরুদ্ধে একাধিক অভিযোগ জমা পড়ে। পরে তদন্ত কমিটি গঠন করা হয়। কমিটির প্রতিবেদনের ভিত্তিতে চূড়ান্ত সিদ্ধান্ত গৃহীত হয়। এ নিয়ে বিভিন্ন মহলে আলোচনা চলছে। তদন্ত সংশ্লিষ্টরা জানান, ঘটনার পর থেকেই তাঁর বিরুদ্ধে একাধিক অভিযোগ জমা পড়ে। পরে তদন্ত কমিটি গঠন করা হয়। কমিটির প্রতিবেদনের ভিত্তিতে চূড়ান্ত সিদ্ধান্ত গৃহীত হয়। এ নিয়ে বিভিন্ন মহলে আলোচনা চলছে। তদন্ত সংশ্লিষ্টরা জানান, ঘটনার পর থেকেই তাঁর বিরুদ্ধে একাধিক অভিযোগ জমা পড়ে। পরে তদন্ত কমিটি গঠন করা হয়। কমিটির প্রতিবেদনের ভিত্তিতে চূড়ান্ত সিদ্ধান্ত গৃহীত হয়। এ নিয়ে বিভিন্ন মহলে আলোচনা চলছে। তদন্ত সংশ্লিষ্টরা জানান, ঘটনার পর থেকেই তাঁর বিরুদ্ধে একাধিক অভিযোগ জমা পড়ে। পরে তদন্ত কমিটি গঠন করা হয়। কমিটির প্রতিবেদনের ভিত্তিতে চূড়ান্ত সিদ্ধান্ত গৃহীত হয়। এ নিয়ে বিভিন্ন মহলে আলোচনা চলছে। তদন্ত সংশ্লিষ্টরা জানান, ঘটনার পর থেকেই তাঁর বিরুদ্ধে একাধিক অভিযোগ জমা পড়ে। পরে তদন্ত কমিটি গঠন করা হয়। কমিটির প্রতিবেদনের ভিত্তিতে চূড়ান্ত সিদ্ধান্ত গৃহীত হয়। এ নিয়ে বিভিন্ন মহলে আলোচনা চলছে। তদন্ত সংশ্লিষ্টরা জানান, ঘটনার পর থেকেই তাঁর বিরুদ্ধে একাধিক অভিযোগ জমা পড়ে। পরে তদন্ত কমিটি গঠন করা হয়। কমিটির প্রতিবেদনের ভিত্তিতে চূড়ান্ত সিদ্ধান্ত গৃহীত হয়। এ নিয়ে বিভিন্ন মহলে আলোচনা চলছে। <box>480 628 712 974</box>
article-body: প্রতিবেদনে বলা হয়, সংশ্লিষ্ট কর্মকর্তারা বিষয়টি খতিয়ে দেখছেন। তদন্তে দোষী প্রমাণিত হলে দৃষ্টান্তমূলক শাস্তি নিশ্চিত করা হবে। স্থানীয়রা দ্রুত সমাধানের দাবি জানিয়েছেন। প্রতিবেদনে বলা হয়, সংশ্লিষ্ট কর্মকর্তারা বিষয়টি খতিয়ে দেখছেন। তদন্তে দোষী প্রমাণিত হলে দৃষ্টান্তমূলক শাস্তি নিশ্চিত করা হবে। স্থানীয়রা দ্রুত সমাধানের দাবি জানিয়েছেন। প্রতিবেদনে বলা হয়, সংশ্লিষ্ট কর্মকর্তারা বিষয়টি খতিয়ে দেখছেন। তদন্তে দোষী প্রমাণিত হলে দৃষ্টান্তমূলক শাস্তি নিশ্চিত করা হবে। স্থানীয়রা দ্রুত সমাধানের দাবি জানিয়েছেন। প্রতিবেদনে বলা হয়, সংশ্লিষ্ট কর্মকর্তারা বিষয়টি খতিয়ে দেখছেন। তদন্তে দোষী প্রমাণিত হলে দৃষ্টান্তমূলক শাস্তি নিশ্চিত করা হবে। স্থানীয়রা দ্রুত সমাধানের দাবি জানিয়েছেন। প্রতিবেদনে বলা হয়, সংশ্লিষ্ট কর্মকর্তারা বিষয়টি খতিয়ে দেখছেন। তদন্তে দোষী প্রমাণিত হলে দৃষ্টান্তমূলক শাস্তি নিশ্চিত করা হবে। স্থানীয়রা দ্রুত সমাধানের দাবি জানিয়েছেন। প্রতিবেদনে বলা হয়, সংশ্লিষ্ট কর্মকর্তারা বিষয়টি খতিয়ে দেখছেন। তদন্তে দোষী প্রমাণিত হলে দৃষ্টান্তমূলক শাস্তি নিশ্চিত করা হবে। স্থানীয়রা দ্রুত সমাধানের দাবি জানিয়েছেন। প্রতিবেদনে বলা হয়, সংশ্লিষ্ট কর্মকর্তারা বিষয়টি খতিয়ে দেখছেন। তদন্তে দোষী প্রমাণিত হলে দৃষ্টান্তমূলক শাস্তি নিশ্চিত করা হবে। স্থানীয়রা দ্রুত সমাধানের দাবি জানিয়েছেন। প্রতিবেদনে বলা হয়, সংশ্লিষ্ট কর্মকর্তারা বিষয়টি খতিয়ে দেখছেন। তদন্তে দোষী প্রমাণিত হলে দৃষ্টান্তমূলক শাস্তি নিশ্চিত করা হবে। স্থানীয়রা দ্রুত সমাধানের দাবি জানিয়েছেন। <box>480 64 712 208</box>
article <box>8 777 240 1247</box>
article <box>711 685 937 801</box>
article <box>246 873 478 986</box>
article <box>711 64 937 378</box>
article <box>246 464 478 748</box>
article-headline: বঙ্গবন্ধুর সমাধিতে <box>711 807 937 840</box>
newspaper-logo: দৈনিক জনবাণী <box>738 10 844 58</box>
article-headline: পরীমনি-কাণ্ডে চাকরি <box>480 591 712 624</box>
article-body: দেশের সাধারণ মানুষের প্রত্যাশা পূরণে সরকারকে আরও কার্যকর পদক্ষেপ নিতে হবে। দ্রব্যমূল্যের ঊর্ধ্বগতি নিয়ন্ত্রণ, কর্মসংস্থান সৃষ্টি এবং সুশাসন প্রতিষ্ঠা এখন সময়ের দাবি। বিশ্লেষকরা বলছেন, বাজেট বাস্তবায়নে স্বচ্ছতা ও জবাবদিহি নিশ্চিত করা জরুরি। মানুষ শান্তি ও স্থিতিশীলতা চায়। দেশের সাধারণ মানুষের প্রত্যাশা পূরণে সরকারকে আরও কার্যকর পদক্ষেপ নিতে হবে। দ্রব্যমূল্যের ঊর্ধ্বগতি নিয়ন্ত্রণ, কর্মসংস্থান সৃষ্টি এবং সুশাসন প্রতিষ্ঠা এখন সময়ের দাবি। বিশ্লেষকরা বলছেন, বাজেট বাস্তবায়নে স্বচ্ছতা ও জবাবদিহি নিশ্চিত করা জরুরি। মানুষ শান্তি ও স্থিতিশীলতা চায়। দেশের সাধারণ মানুষের প্রত্যাশা পূরণে সরকারকে আরও কার্যকর পদক্ষেপ নিতে হবে। দ্রব্যমূল্যের ঊর্ধ্বগতি নিয়ন্ত্রণ, কর্মসংস্থান সৃষ্টি এবং সুশাসন প্রতিষ্ঠা এখন সময়ের দাবি। বিশ্লেষকরা বলছেন, বাজেট বাস্তবায়নে স্বচ্ছতা ও জবাবদিহি নিশ্চিত করা জরুরি। মানুষ শান্তি ও স্থিতিশীলতা চায়। দেশের সাধারণ মানুষের প্রত্যাশা পূরণে সরকারকে আরও কার্যকর পদক্ষেপ নিতে হবে। দ্রব্যমূল্যের ঊর্ধ্বগতি নিয়ন্ত্রণ, কর্মসংস্থান সৃষ্টি এবং সুশাসন প্রতিষ্ঠা এখন সময়ের দাবি। বিশ্লেষকরা বলছেন, বাজেট বাস্তবায়নে স্বচ্ছতা ও জবাবদিহি নিশ্চিত করা জরুরি। মানুষ শান্তি ও স্থিতিশীলতা চায়। দেশের সাধারণ মানুষের প্রত্যাশা পূরণে সরকারকে আরও কার্যকর পদক্ষেপ নিতে হবে। দ্রব্যমূল্যের ঊর্ধ্বগতি নিয়ন্ত্রণ, কর্মসংস্থান সৃষ্টি এবং সুশাসন প্রতিষ্ঠা এখন সময়ের দাবি। বিশ্লেষকরা বলছেন, বাজেট বাস্তবায়নে স্বচ্ছতা ও জবাবদিহি নিশ্চিত করা জরুরি। মানুষ শান্তি ও স্থিতিশীলতা চায়। <box>246 281 478 458</box>
